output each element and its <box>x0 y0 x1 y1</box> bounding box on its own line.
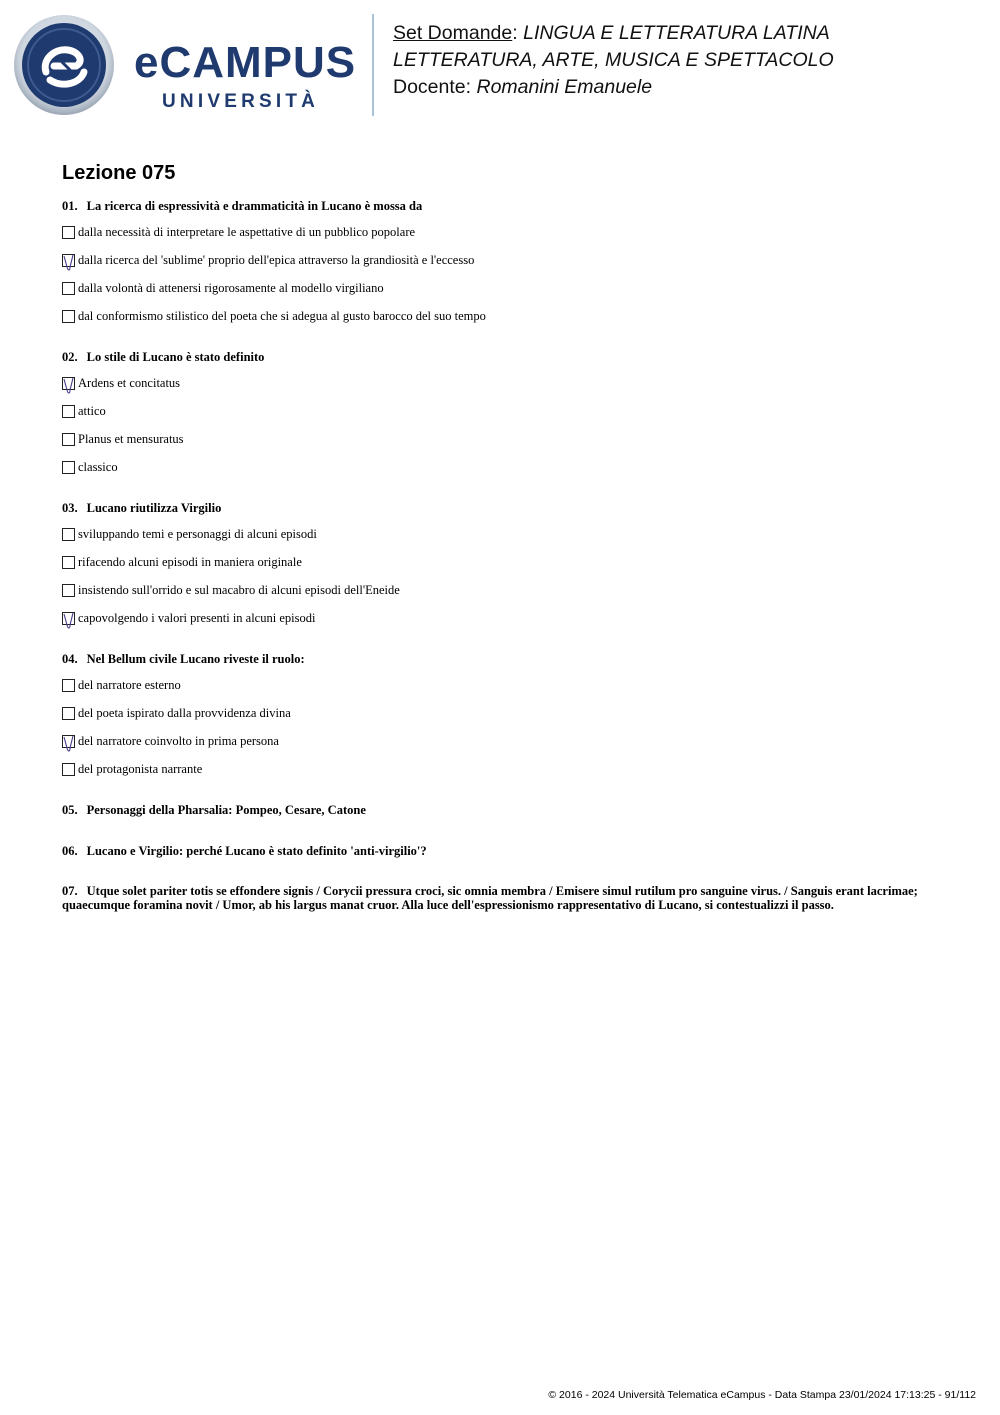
question-text: La ricerca di espressività e drammaticità in Lucano è mossa da <box>86 199 423 213</box>
checkbox[interactable] <box>62 226 75 239</box>
checkbox[interactable] <box>62 282 75 295</box>
answer-option[interactable] <box>62 280 384 296</box>
check-mark-icon <box>62 734 76 754</box>
answer-option-label: del protagonista narrante <box>78 762 203 776</box>
answer-option[interactable] <box>62 252 474 268</box>
checkbox[interactable] <box>62 461 75 474</box>
header-info: Set Domande: LINGUA E LETTERATURA LATINA LETTERATURA, ARTE, MUSICA E SPETTACOLO Docente: Romanini Emanuele <box>393 22 834 98</box>
checkbox[interactable] <box>62 556 75 569</box>
teacher-name: Romanini Emanuele <box>476 76 653 98</box>
answer-option-label: dalla necessità di interpretare le aspettative di un pubblico popolare <box>78 225 416 239</box>
header-divider <box>372 14 374 116</box>
checked-checkbox[interactable] <box>62 254 75 267</box>
answer-option-label: rifacendo alcuni episodi in maniera originale <box>78 555 302 569</box>
question-3 <box>62 501 942 515</box>
checkbox[interactable] <box>62 310 75 323</box>
question-text: Lucano riutilizza Virgilio <box>86 501 222 515</box>
answer-option[interactable] <box>62 705 291 721</box>
answer-option-label: attico <box>78 404 106 418</box>
checked-checkbox[interactable] <box>62 735 75 748</box>
question-number: 07. <box>62 884 78 898</box>
answer-option-label: del narratore coinvolto in prima persona <box>78 734 279 748</box>
question-4 <box>62 652 942 666</box>
question-number: 03. <box>62 501 78 515</box>
answer-option-label: classico <box>78 460 118 474</box>
check-mark-icon <box>62 253 76 273</box>
answer-option-label: dal conformismo stilistico del poeta che si adegua al gusto barocco del suo tempo <box>78 309 486 323</box>
answer-option[interactable] <box>62 582 400 598</box>
answer-option[interactable] <box>62 526 317 542</box>
question-number: 02. <box>62 350 78 364</box>
question-text: Nel Bellum civile Lucano riveste il ruolo: <box>86 652 305 666</box>
checkbox[interactable] <box>62 528 75 541</box>
question-text: Lucano e Virgilio: perché Lucano è stato definito 'anti-virgilio'? <box>86 844 427 858</box>
answer-option[interactable] <box>62 610 315 626</box>
check-mark-icon <box>62 376 76 396</box>
question-text: Lo stile di Lucano è stato definito <box>86 350 265 364</box>
answer-option-label: dalla volontà di attenersi rigorosamente al modello virgiliano <box>78 281 384 295</box>
question-number: 04. <box>62 652 78 666</box>
ecampus-logo <box>14 14 374 118</box>
answer-option-label: del poeta ispirato dalla provvidenza divina <box>78 706 291 720</box>
checked-checkbox[interactable] <box>62 612 75 625</box>
answer-option-label: Ardens et concitatus <box>78 376 181 390</box>
answer-option-label: del narratore esterno <box>78 678 181 692</box>
checkbox[interactable] <box>62 679 75 692</box>
teacher-label: Docente: <box>393 76 472 98</box>
answer-option-label: dalla ricerca del 'sublime' proprio dell'epica attraverso la grandiosità e l'eccesso <box>78 253 475 267</box>
page-header <box>0 0 1000 130</box>
answer-option[interactable] <box>62 761 202 777</box>
question-6 <box>62 844 942 858</box>
logo-subtitle: UNIVERSITÀ <box>162 91 320 112</box>
checkbox[interactable] <box>62 707 75 720</box>
question-2 <box>62 350 942 364</box>
check-mark-icon <box>62 611 76 631</box>
question-7 <box>62 884 942 912</box>
page-footer: © 2016 - 2024 Università Telematica eCampus - Data Stampa 23/01/2024 17:13:25 - 91/112 <box>548 1389 976 1401</box>
question-number: 05. <box>62 803 78 817</box>
checkbox[interactable] <box>62 763 75 776</box>
answer-option-label: insistendo sull'orrido e sul macabro di alcuni episodi dell'Eneide <box>78 583 400 597</box>
answer-option[interactable] <box>62 375 180 391</box>
answer-option-label: sviluppando temi e personaggi di alcuni episodi <box>78 527 317 541</box>
question-number: 01. <box>62 199 78 213</box>
answer-option[interactable] <box>62 403 106 419</box>
answer-option[interactable] <box>62 733 279 749</box>
answer-option[interactable] <box>62 459 118 475</box>
checked-checkbox[interactable] <box>62 377 75 390</box>
subject-line-1: LINGUA E LETTERATURA LATINA <box>523 22 830 44</box>
question-number: 06. <box>62 844 78 858</box>
lesson-title: Lezione 075 <box>62 162 176 184</box>
set-label: Set Domande <box>393 22 513 44</box>
answer-option[interactable] <box>62 308 486 324</box>
answer-option-label: Planus et mensuratus <box>78 432 184 446</box>
answer-option-label: capovolgendo i valori presenti in alcuni episodi <box>78 611 316 625</box>
answer-option[interactable] <box>62 677 181 693</box>
question-text: Personaggi della Pharsalia: Pompeo, Cesare, Catone <box>86 803 366 817</box>
question-text: Utque solet pariter totis se effondere signis / Corycii pressura croci, sic omnia membra / Emisere simul rutilum pro sanguine virus. / Sanguis erant lacrimae; quaecumque foramina novit / Umor, ab his largus manat cruor. Alla luce dell'espressionismo rappresentativo di Lucano, si contestualizzi il passo. <box>62 884 918 912</box>
logo-wordmark: eCAMPUS <box>134 38 357 87</box>
question-5 <box>62 803 942 817</box>
answer-option[interactable] <box>62 431 184 447</box>
subject-line-2: LETTERATURA, ARTE, MUSICA E SPETTACOLO <box>393 49 834 71</box>
answer-option[interactable] <box>62 224 415 240</box>
question-1 <box>62 199 942 213</box>
checkbox[interactable] <box>62 433 75 446</box>
checkbox[interactable] <box>62 584 75 597</box>
checkbox[interactable] <box>62 405 75 418</box>
answer-option[interactable] <box>62 554 302 570</box>
